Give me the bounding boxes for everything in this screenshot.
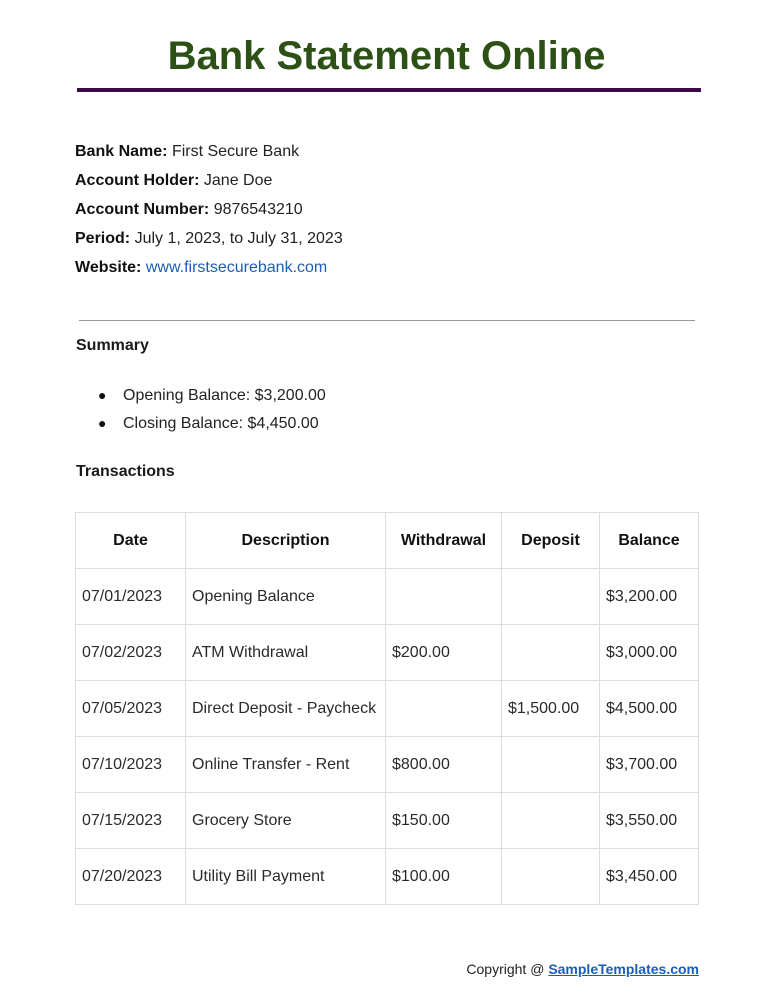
column-header-date: Date (76, 513, 186, 569)
cell-deposit (502, 849, 600, 905)
cell-description: ATM Withdrawal (186, 625, 386, 681)
cell-balance: $3,700.00 (600, 737, 699, 793)
transactions-heading: Transactions (76, 463, 175, 480)
cell-date: 07/15/2023 (76, 793, 186, 849)
cell-date: 07/20/2023 (76, 849, 186, 905)
account-number-value: 9876543210 (213, 201, 303, 218)
cell-deposit (502, 569, 600, 625)
copyright-text: Copyright @ (466, 961, 549, 977)
copyright-footer (466, 961, 699, 977)
website-link[interactable]: www.firstsecurebank.com (145, 259, 328, 276)
account-number-label: Account Number: (75, 201, 210, 218)
cell-withdrawal: $200.00 (386, 625, 502, 681)
cell-withdrawal: $150.00 (386, 793, 502, 849)
bullet-icon: ● (98, 415, 107, 431)
website-line (75, 256, 695, 285)
cell-deposit (502, 737, 600, 793)
account-holder-label: Account Holder: (75, 172, 200, 189)
cell-deposit (502, 625, 600, 681)
cell-description: Online Transfer - Rent (186, 737, 386, 793)
sampletemplates-link[interactable]: SampleTemplates.com (548, 961, 699, 977)
column-header-balance: Balance (600, 513, 699, 569)
cell-withdrawal (386, 681, 502, 737)
period-label: Period: (75, 230, 131, 247)
page-title: Bank Statement Online (167, 34, 606, 78)
cell-withdrawal: $800.00 (386, 737, 502, 793)
cell-date: 07/10/2023 (76, 737, 186, 793)
period-value: July 1, 2023, to July 31, 2023 (134, 230, 343, 247)
transactions-table (75, 512, 699, 905)
cell-withdrawal: $100.00 (386, 849, 502, 905)
cell-date: 07/02/2023 (76, 625, 186, 681)
column-header-withdrawal: Withdrawal (386, 513, 502, 569)
cell-date: 07/05/2023 (76, 681, 186, 737)
bank-name-value: First Secure Bank (171, 143, 300, 160)
cell-description: Utility Bill Payment (186, 849, 386, 905)
cell-withdrawal (386, 569, 502, 625)
title-divider (77, 88, 701, 92)
account-holder-line (75, 169, 695, 198)
cell-balance: $3,450.00 (600, 849, 699, 905)
cell-balance: $4,500.00 (600, 681, 699, 737)
table-header-row (76, 513, 699, 569)
summary-heading: Summary (76, 337, 149, 354)
cell-description: Opening Balance (186, 569, 386, 625)
table-row (76, 737, 699, 793)
summary-list (98, 384, 326, 440)
cell-date: 07/01/2023 (76, 569, 186, 625)
cell-deposit (502, 793, 600, 849)
account-details (75, 140, 695, 285)
cell-balance: $3,200.00 (600, 569, 699, 625)
period-line (75, 227, 695, 256)
account-holder-value: Jane Doe (203, 172, 273, 189)
table-row (76, 569, 699, 625)
closing-balance-item: Closing Balance: $4,450.00 (123, 415, 319, 432)
bank-name-line (75, 140, 695, 169)
table-row (76, 793, 699, 849)
bullet-icon: ● (98, 387, 107, 403)
column-header-description: Description (186, 513, 386, 569)
cell-balance: $3,000.00 (600, 625, 699, 681)
cell-deposit: $1,500.00 (502, 681, 600, 737)
website-label: Website: (75, 259, 142, 276)
cell-balance: $3,550.00 (600, 793, 699, 849)
column-header-deposit: Deposit (502, 513, 600, 569)
bank-name-label: Bank Name: (75, 143, 168, 160)
list-item (98, 384, 326, 412)
table-row (76, 625, 699, 681)
cell-description: Grocery Store (186, 793, 386, 849)
account-number-line (75, 198, 695, 227)
list-item (98, 412, 326, 440)
section-divider (79, 320, 695, 321)
table-row (76, 681, 699, 737)
cell-description: Direct Deposit - Paycheck (186, 681, 386, 737)
opening-balance-item: Opening Balance: $3,200.00 (123, 387, 326, 404)
table-row (76, 849, 699, 905)
